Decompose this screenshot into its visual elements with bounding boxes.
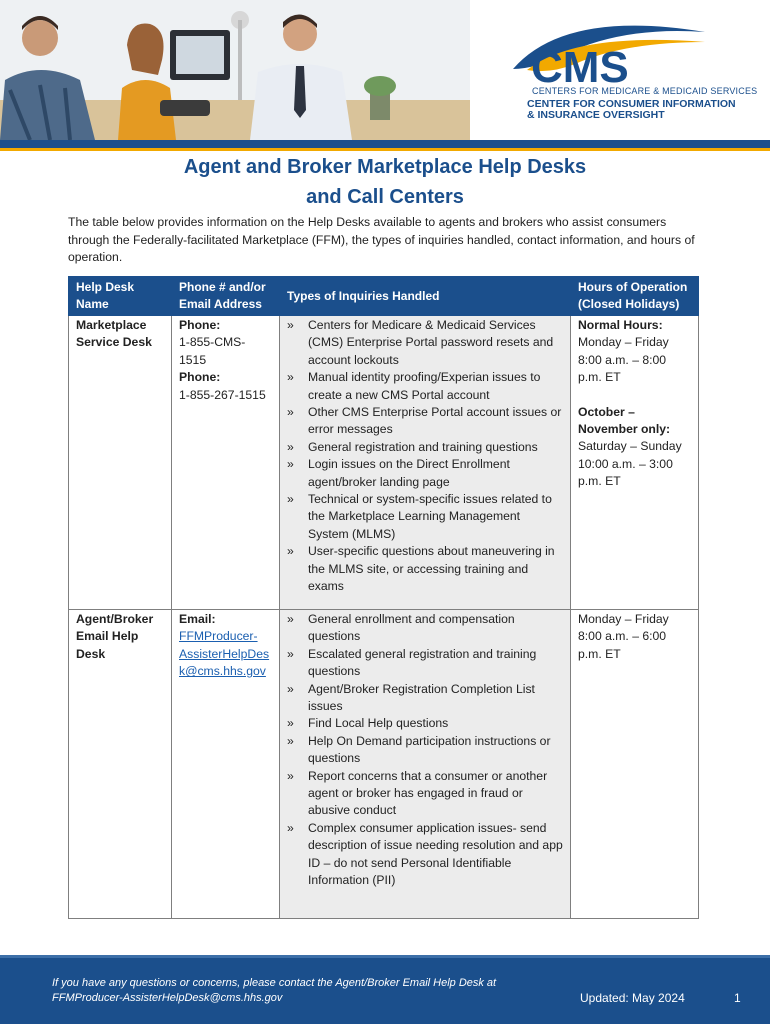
inquiry-text: Centers for Medicare & Medicaid Services (CMS) Enterprise Portal password resets and account lockouts — [308, 318, 554, 367]
inquiry-list — [287, 611, 563, 890]
inquiries-cell — [280, 316, 571, 610]
inquiry-item — [287, 543, 563, 595]
updated-date: Updated: May 2024 — [580, 991, 685, 1005]
bullet-icon: » — [287, 405, 294, 420]
help-desk-name-cell — [69, 610, 172, 919]
inquiry-item — [287, 646, 563, 681]
footer-contact-note — [52, 976, 496, 1006]
bullet-icon: » — [287, 612, 294, 626]
inquiry-text: General enrollment and compensation questions — [308, 612, 515, 644]
inquiry-text: Complex consumer application issues- send description of issue needing resolution and app ID – do not send Personal Identifiable Information (PII) — [308, 820, 563, 888]
bullet-icon: » — [287, 733, 294, 748]
header-banner — [0, 0, 770, 140]
inquiry-item — [287, 733, 563, 768]
inquiry-item — [287, 369, 563, 404]
hours-heading: Normal Hours: — [578, 318, 663, 332]
hours-value: Saturday – Sunday 10:00 a.m. – 3:00 p.m. ET — [578, 439, 682, 489]
footer-rule — [0, 955, 770, 958]
table-header-row — [69, 277, 699, 316]
page-title-line-1: Agent and Broker Marketplace Help Desks — [183, 156, 587, 178]
inquiry-text: Report concerns that a consumer or another agent or broker has engaged in fraud or abusive conduct — [308, 768, 548, 818]
hours-heading: October – November only: — [578, 404, 671, 437]
cms-wordmark: CMS — [531, 43, 629, 92]
phone-number: 1-855-267-1515 — [179, 387, 266, 402]
inquiry-text: Agent/Broker Registration Completion List issues — [308, 681, 535, 714]
phone-number: 1-855-CMS-1515 — [179, 335, 246, 367]
inquiry-item — [287, 456, 563, 491]
contact-cell — [172, 316, 280, 610]
office-meeting-illustration — [0, 0, 470, 140]
bullet-icon: » — [287, 439, 294, 454]
inquiry-text: Escalated general registration and training questions — [308, 646, 537, 679]
inquiry-text: General registration and training questions — [308, 439, 538, 454]
table-row-marketplace-service-desk — [69, 316, 699, 610]
bullet-icon: » — [287, 457, 294, 472]
phone-label: Phone: — [179, 318, 221, 332]
bullet-icon: » — [287, 820, 294, 835]
inquiry-item — [287, 491, 563, 543]
inquiries-cell — [280, 610, 571, 919]
help-desk-email-link[interactable]: FFMProducer-AssisterHelpDesk@cms.hhs.gov — [179, 629, 270, 679]
logo-agency-name: CENTERS FOR MEDICARE & MEDICAID SERVICES — [532, 86, 758, 96]
logo-center-line-2: & INSURANCE OVERSIGHT — [527, 109, 665, 121]
inquiry-text: Help On Demand participation instructions or questions — [308, 733, 551, 766]
bullet-icon: » — [287, 370, 294, 385]
table-row-agent-broker-email-help-desk — [69, 610, 699, 919]
header-rule-gold — [0, 148, 770, 151]
inquiry-item — [287, 681, 563, 716]
logo-center-line-1: CENTER FOR CONSUMER INFORMATION — [527, 98, 736, 110]
inquiry-text: Technical or system-specific issues related to the Marketplace Learning Management System (MLMS) — [308, 492, 552, 541]
header-contact: Phone # and/or Email Address — [172, 277, 280, 316]
footer-note-line-2: FFMProducer-AssisterHelpDesk@cms.hhs.gov — [52, 992, 283, 1004]
bullet-icon: » — [287, 318, 294, 332]
inquiry-list — [287, 317, 563, 596]
header-inquiries: Types of Inquiries Handled — [280, 277, 571, 316]
bullet-icon: » — [287, 681, 294, 696]
inquiry-text: Other CMS Enterprise Portal account issues or error messages — [308, 405, 562, 437]
header-rule-blue — [0, 140, 770, 148]
phone-label: Phone: — [179, 370, 221, 385]
bullet-icon: » — [287, 646, 294, 661]
bullet-icon: » — [287, 544, 294, 559]
inquiry-item — [287, 317, 563, 369]
inquiry-item — [287, 404, 563, 439]
email-label: Email: — [179, 612, 216, 626]
inquiry-item — [287, 611, 563, 646]
bullet-icon: » — [287, 768, 294, 783]
inquiry-item — [287, 768, 563, 820]
help-desk-table — [68, 276, 699, 919]
inquiry-text: Find Local Help questions — [308, 716, 449, 731]
hours-cell — [571, 610, 699, 919]
hours-value: Monday – Friday 8:00 a.m. – 6:00 p.m. ET — [578, 612, 669, 661]
header-help-desk-name: Help Desk Name — [69, 277, 172, 316]
intro-paragraph: The table below provides information on the Help Desks available to agents and brokers who assist consumers through the Federally-facilitated Marketplace (FFM), the types of inquiries handled, contact information, and hours of operation. — [68, 215, 695, 264]
page-number: 1 — [734, 991, 741, 1005]
contact-cell — [172, 610, 280, 919]
header-hours: Hours of Operation (Closed Holidays) — [571, 277, 699, 316]
page-title — [0, 152, 770, 212]
inquiry-item — [287, 439, 563, 456]
header-photo — [0, 0, 470, 140]
inquiry-item — [287, 820, 563, 890]
page-title-line-2: and Call Centers — [306, 186, 464, 208]
inquiry-text: User-specific questions about maneuvering in the MLMS site, or accessing training and exams — [308, 544, 555, 594]
hours-value: Monday – Friday 8:00 a.m. – 8:00 p.m. ET — [578, 335, 669, 385]
inquiry-text: Manual identity proofing/Experian issues to create a new CMS Portal account — [308, 370, 541, 402]
footer-note-line-1: If you have any questions or concerns, please contact the Agent/Broker Email Help Desk at — [52, 977, 497, 989]
hours-cell — [571, 316, 699, 610]
bullet-icon: » — [287, 492, 294, 507]
bullet-icon: » — [287, 716, 294, 731]
help-desk-name-cell — [69, 316, 172, 610]
help-desk-name: Marketplace Service Desk — [76, 318, 152, 350]
inquiry-item — [287, 715, 563, 732]
inquiry-text: Login issues on the Direct Enrollment agent/broker landing page — [308, 457, 510, 489]
help-desk-name: Agent/Broker Email Help Desk — [76, 612, 154, 661]
